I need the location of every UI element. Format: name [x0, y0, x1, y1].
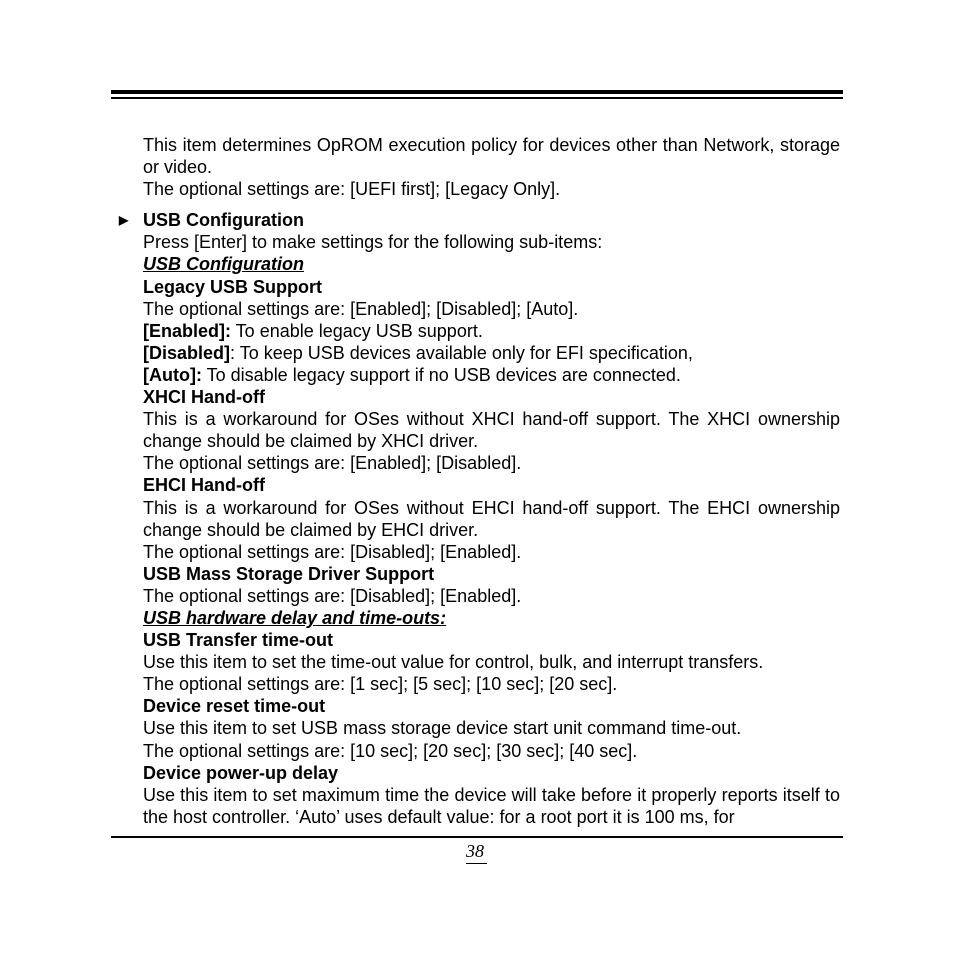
reset-timeout-title: Device reset time-out: [143, 696, 326, 717]
legacy-auto-text: To disable legacy support if no USB devices are connected.: [201, 364, 681, 385]
powerup-delay-description: Use this item to set maximum time the device will take before it properly reports itself to the host controller. ‘Auto’ uses default value: for a root port it is 100 ms, for: [143, 784, 840, 827]
transfer-timeout-description: Use this item to set the time-out value for control, bulk, and interrupt transfers.: [143, 652, 764, 673]
transfer-timeout-options: The optional settings are: [1 sec]; [5 sec]; [10 sec]; [20 sec].: [143, 674, 618, 695]
powerup-delay-title: Device power-up delay: [143, 762, 339, 783]
mass-storage-title: USB Mass Storage Driver Support: [143, 563, 435, 584]
reset-timeout-options: The optional settings are: [10 sec]; [20 sec]; [30 sec]; [40 sec].: [143, 740, 638, 761]
footer-rule: [111, 836, 843, 838]
page-number-underline: [466, 863, 487, 864]
xhci-title: XHCI Hand-off: [143, 387, 265, 408]
usb-config-subheading: USB Configuration: [143, 254, 304, 275]
transfer-timeout-title: USB Transfer time-out: [143, 630, 334, 651]
triangle-right-icon: ▶: [119, 213, 129, 228]
usb-config-heading: [119, 209, 840, 231]
intro-options: The optional settings are: [UEFI first]; [Legacy Only].: [143, 179, 561, 200]
legacy-auto-line: [143, 364, 840, 386]
ehci-options: The optional settings are: [Disabled]; [Enabled].: [143, 541, 522, 562]
mass-storage-options: The optional settings are: [Disabled]; [Enabled].: [143, 585, 522, 606]
legacy-enabled-text: To enable legacy USB support.: [231, 320, 483, 341]
ehci-title: EHCI Hand-off: [143, 475, 265, 496]
header-rule-thin: [111, 97, 843, 99]
ehci-description: This is a workaround for OSes without EHCI hand-off support. The EHCI ownership change should be claimed by EHCI driver.: [143, 497, 840, 540]
legacy-disabled-text: : To keep USB devices available only for EFI specification,: [230, 342, 693, 363]
page-content: [119, 134, 840, 828]
legacy-usb-title: Legacy USB Support: [143, 276, 323, 297]
hw-delay-heading: USB hardware delay and time-outs:: [143, 607, 447, 628]
intro-description: This item determines OpROM execution policy for devices other than Network, storage or video.: [143, 135, 840, 178]
legacy-disabled-line: [143, 342, 840, 364]
spacer: [143, 200, 840, 209]
page-number: 38: [466, 841, 484, 861]
legacy-disabled-label: [Disabled]: [143, 342, 231, 363]
header-rule-thick: [111, 90, 843, 94]
legacy-enabled-label: [Enabled]:: [143, 320, 231, 341]
xhci-description: This is a workaround for OSes without XHCI hand-off support. The XHCI ownership change should be claimed by XHCI driver.: [143, 409, 840, 452]
legacy-auto-label: [Auto]:: [143, 364, 202, 385]
usb-config-heading-text: USB Configuration: [143, 210, 304, 231]
press-enter-text: Press [Enter] to make settings for the following sub-items:: [143, 232, 603, 253]
legacy-enabled-line: [143, 320, 840, 342]
legacy-usb-options: The optional settings are: [Enabled]; [Disabled]; [Auto].: [143, 298, 579, 319]
xhci-options: The optional settings are: [Enabled]; [Disabled].: [143, 453, 522, 474]
reset-timeout-description: Use this item to set USB mass storage device start unit command time-out.: [143, 718, 742, 739]
